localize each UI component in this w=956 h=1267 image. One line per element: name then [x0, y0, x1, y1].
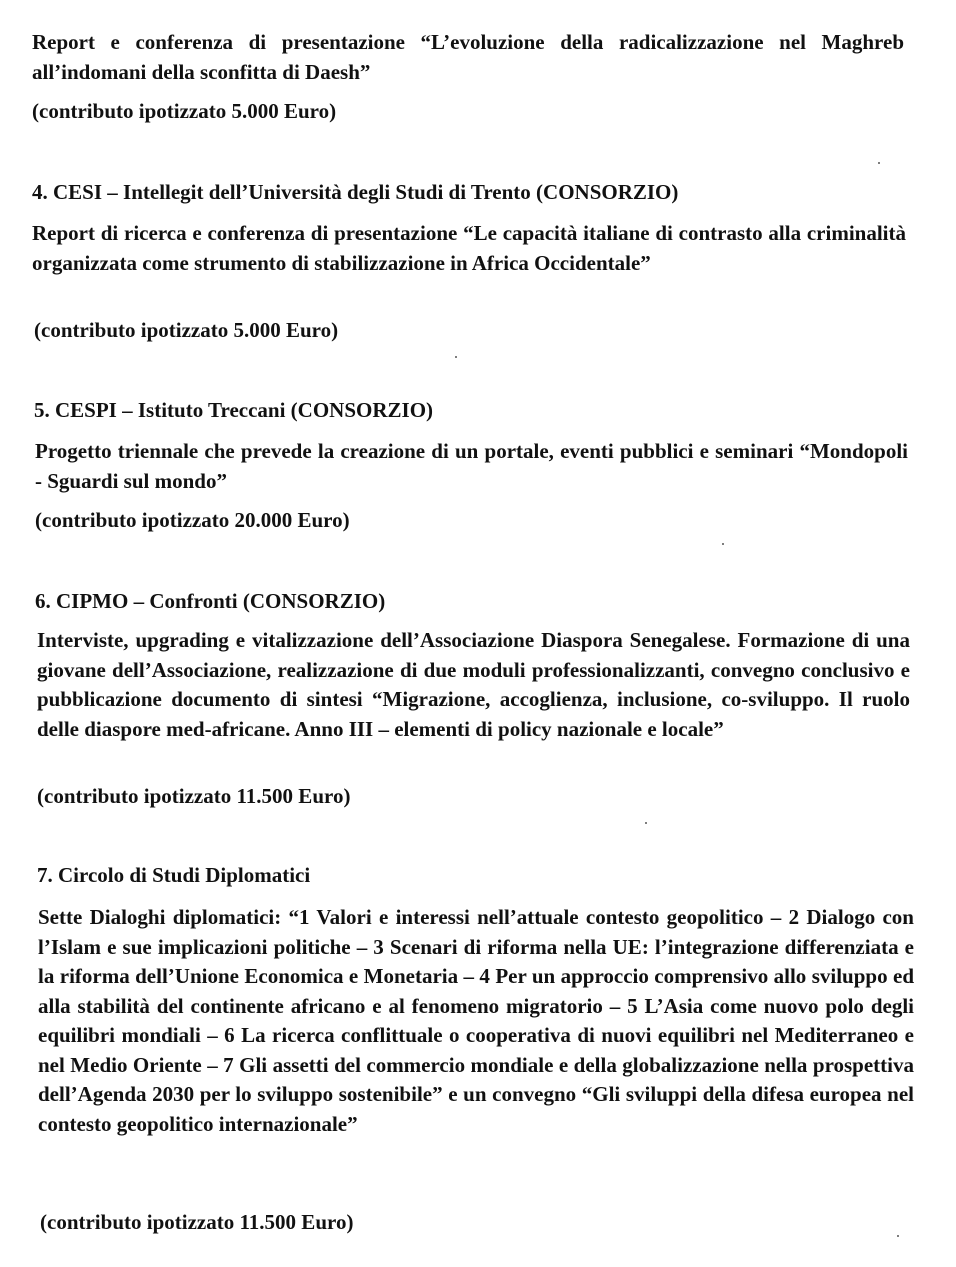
entry-description: Sette Dialoghi diplomatici: “1 Valori e interessi nell’attuale contesto geopolitico – 2 Dialogo con l’Islam e sue implicazioni politiche – 3 Scenari di riforma nella UE: l’integrazione differenziata e la riforma dell’Unione Economica e Monetaria – 4 Per un approccio comprensivo allo sviluppo ed alla stabilità del continente africano e al fenomeno migratorio – 5 L’Asia come nuovo polo degli equilibri mondiali – 6 La ricerca conflittuale o cooperativa di nuovi equilibri nel Mediterraneo e nel Medio Oriente – 7 Gli assetti del commercio mondiale e della globalizzazione nella prospettiva dell’Agenda 2030 per lo sviluppo sostenibile” e un convegno “Gli sviluppi della difesa europea nel contesto geopolitico internazionale”: [38, 905, 914, 1136]
entry-description: Progetto triennale che prevede la creazione di un portale, eventi pubblici e seminari “Mondopoli - Sguardi sul mondo”: [35, 439, 908, 493]
scan-speck: [897, 1235, 899, 1237]
entry-heading: 4. CESI – Intellegit dell’Università degli Studi di Trento (CONSORZIO): [32, 180, 679, 204]
entry-contribution: (contributo ipotizzato 5.000 Euro): [34, 318, 339, 342]
entry-description: Interviste, upgrading e vitalizzazione dell’Associazione Diaspora Senegalese. Formazione di una giovane dell’Associazione, realizzazione di due moduli professionalizzanti, convegno conclusivo e pubblicazione documento di sintesi “Migrazione, accoglienza, inclusione, co-sviluppo. Il ruolo delle diaspore med-africane. Anno III – elementi di policy nazionale e locale”: [37, 628, 910, 741]
entry-description: Report di ricerca e conferenza di presentazione “Le capacità italiane di contrasto alla criminalità organizzata come strumento di stabilizzazione in Africa Occidentale”: [32, 221, 906, 275]
entry-contribution: (contributo ipotizzato 20.000 Euro): [35, 508, 350, 532]
entry-heading: 5. CESPI – Istituto Treccani (CONSORZIO): [34, 398, 434, 422]
scan-speck: [878, 162, 880, 164]
entry-heading: 7. Circolo di Studi Diplomatici: [37, 863, 311, 887]
scan-speck: [455, 356, 457, 358]
intro-description: Report e conferenza di presentazione “L’evoluzione della radicalizzazione nel Maghreb all’indomani della sconfitta di Daesh”: [32, 30, 904, 84]
scan-speck: [645, 822, 647, 824]
intro-contribution: (contributo ipotizzato 5.000 Euro): [32, 99, 337, 123]
entry-heading: 6. CIPMO – Confronti (CONSORZIO): [35, 589, 386, 613]
scan-speck: [722, 543, 724, 545]
entry-contribution: (contributo ipotizzato 11.500 Euro): [40, 1210, 354, 1234]
entry-contribution: (contributo ipotizzato 11.500 Euro): [37, 784, 351, 808]
